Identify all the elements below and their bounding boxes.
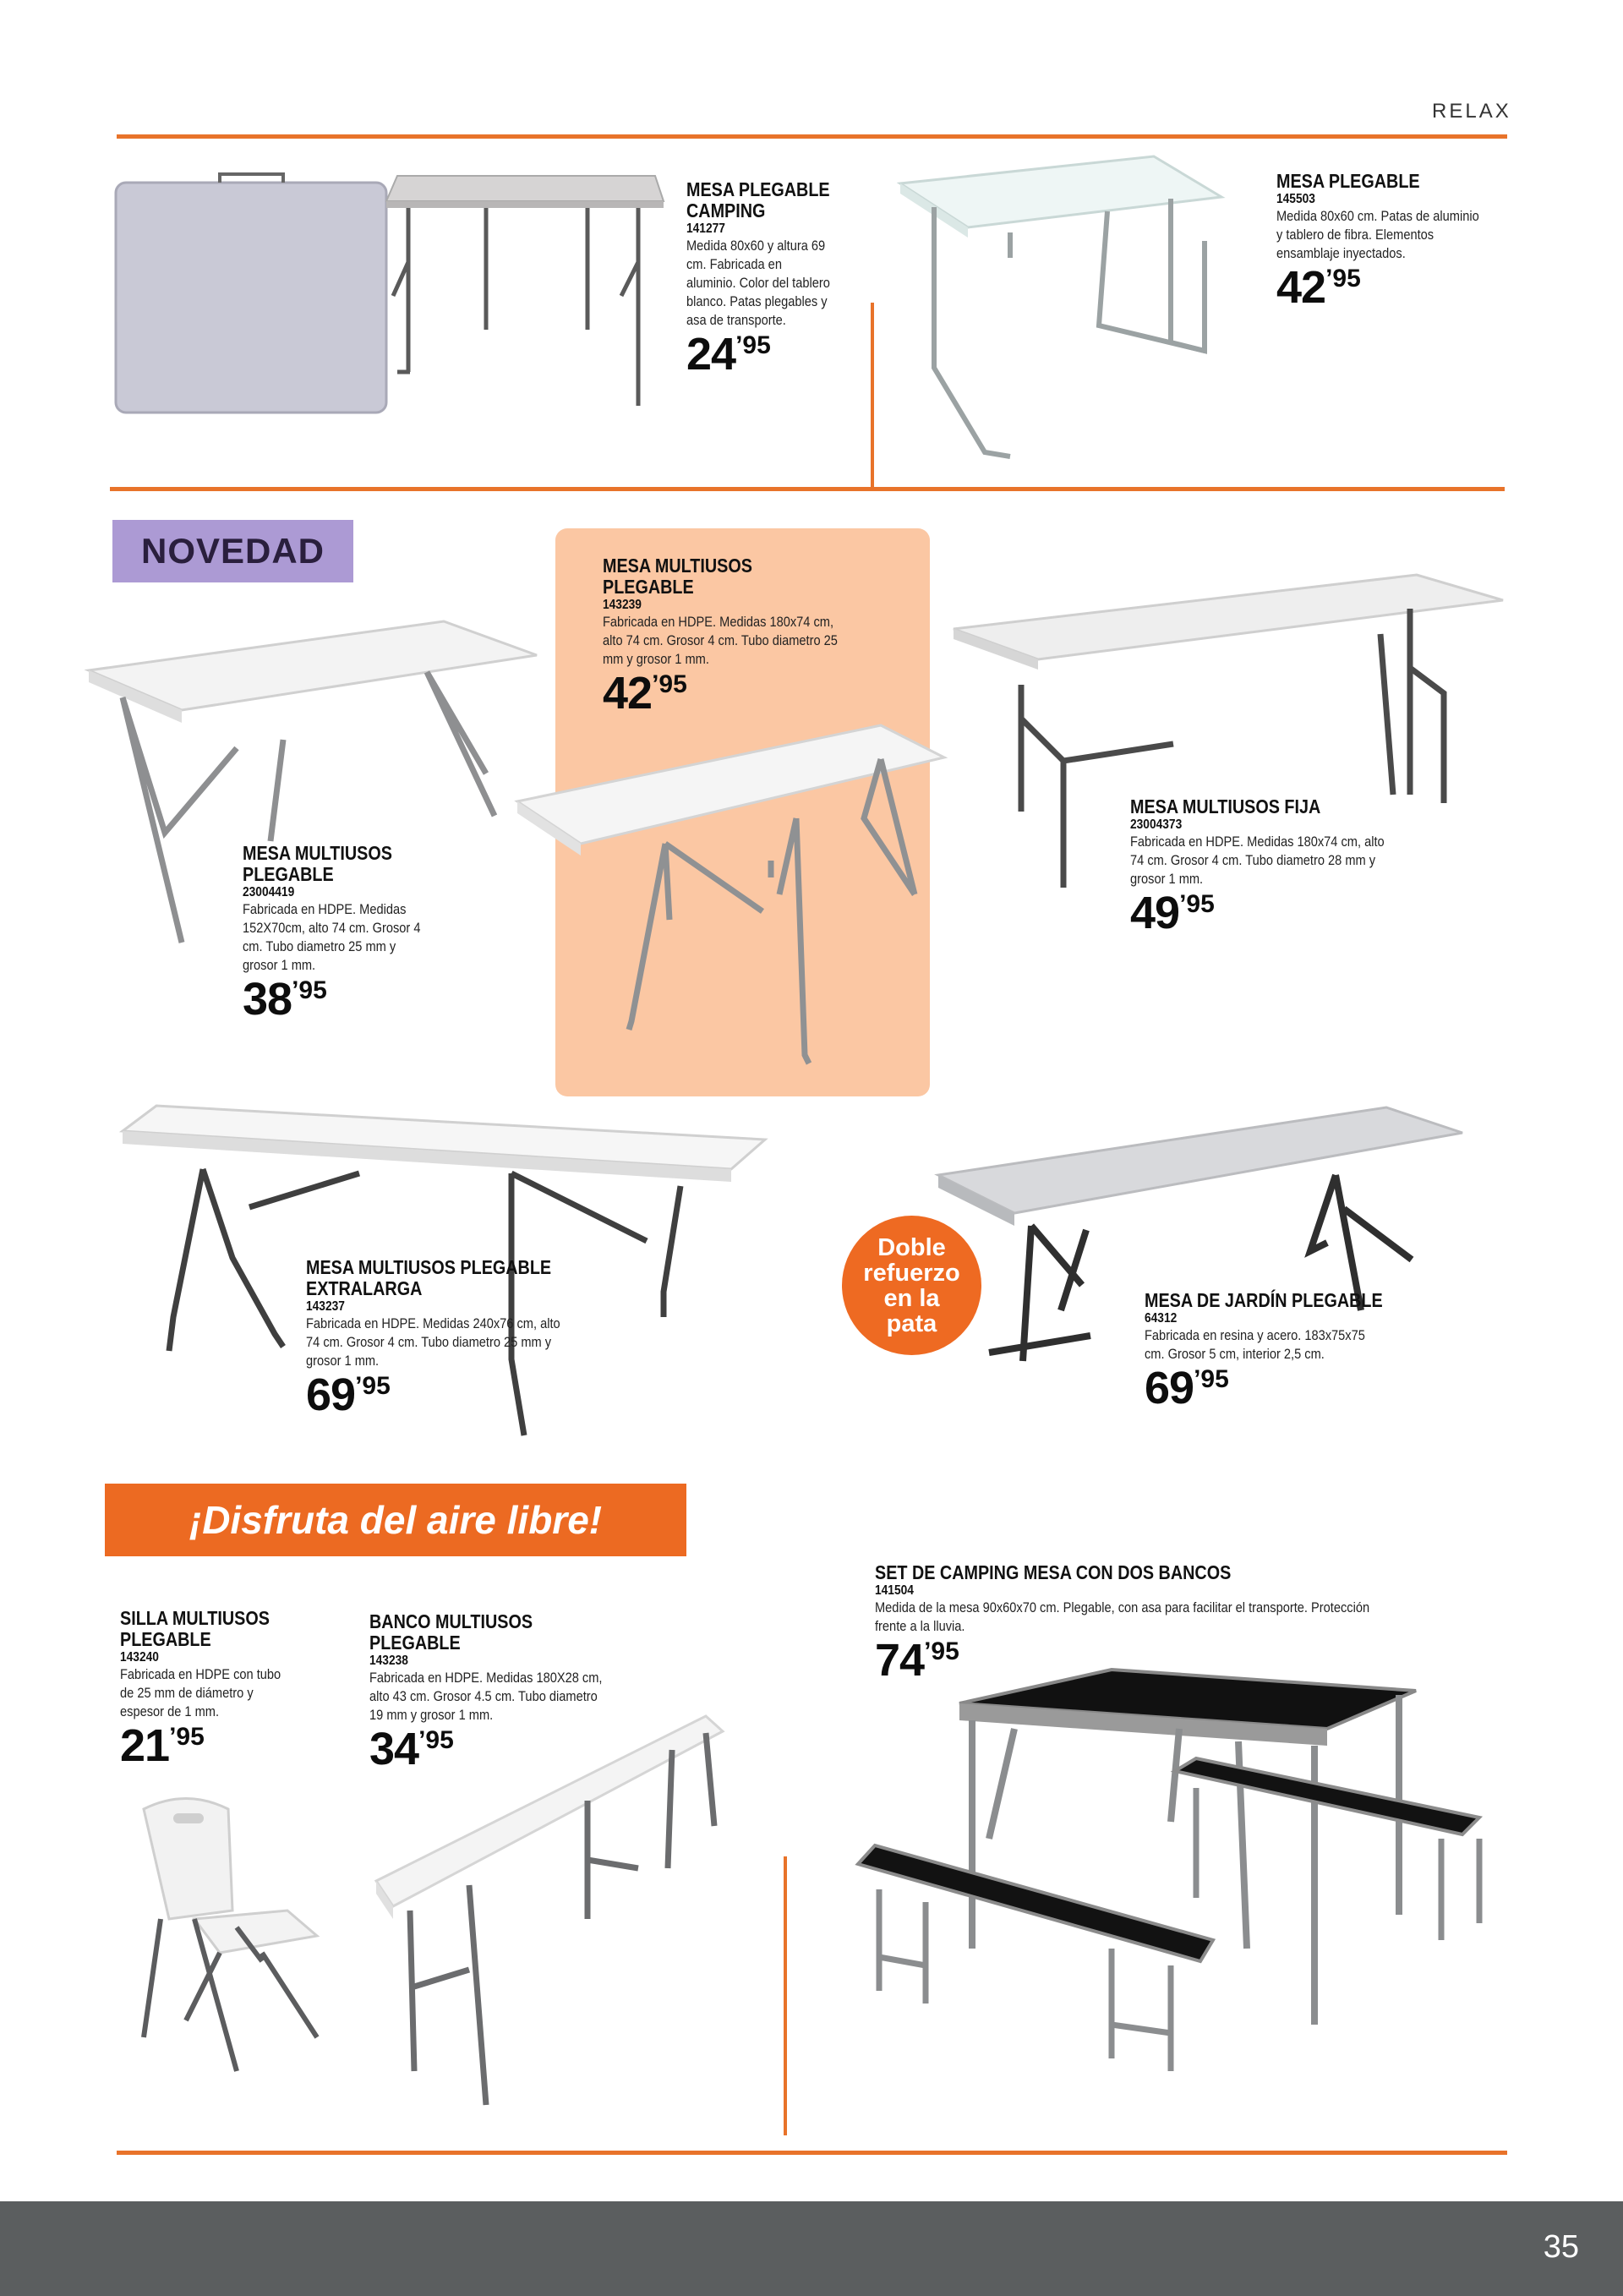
price-integer: 24 — [686, 329, 736, 380]
product-description: Fabricada en HDPE. Medidas 240x76 cm, alto 74 cm. Grosor 4 cm. Tubo diametro 25 mm y grosor 1 mm. — [306, 1315, 560, 1369]
product-silla-multiusos-plegable — [120, 1607, 314, 1771]
bottom-divider — [117, 2151, 1507, 2155]
price-cents: ’95 — [1194, 1365, 1229, 1393]
footer-bar — [0, 2201, 1623, 2296]
product-code: 143239 — [603, 598, 642, 612]
product-mesa-plegable-camping — [686, 178, 864, 380]
product-price — [1276, 262, 1530, 313]
price-cents: ’95 — [418, 1726, 454, 1754]
price-integer: 34 — [369, 1724, 419, 1774]
price-integer: 42 — [1276, 262, 1326, 313]
product-name: SILLA MULTIUSOS PLEGABLE — [120, 1607, 270, 1650]
price-integer: 74 — [875, 1635, 925, 1686]
price-cents: ’95 — [924, 1637, 959, 1665]
product-price — [120, 1720, 314, 1771]
mesa-multiusos-plegable-destacada-image — [517, 725, 957, 1072]
product-price — [603, 668, 882, 719]
price-integer: 21 — [120, 1720, 170, 1771]
product-description: Fabricada en HDPE. Medidas 180X28 cm, alto 43 cm. Grosor 4.5 cm. Tubo diametro 19 mm y grosor 1 mm. — [369, 1670, 603, 1723]
outdoor-banner: ¡Disfruta del aire libre! — [105, 1484, 686, 1556]
price-integer: 49 — [1130, 888, 1180, 938]
section-label: RELAX — [1432, 100, 1511, 123]
row1-vertical-divider — [871, 303, 874, 490]
set-camping-image — [858, 1670, 1488, 2126]
product-name: MESA MULTIUSOS PLEGABLE — [243, 842, 392, 885]
price-integer: 69 — [306, 1369, 356, 1420]
product-name: SET DE CAMPING MESA CON DOS BANCOS — [875, 1561, 1232, 1583]
price-cents: ’95 — [652, 670, 687, 698]
price-cents: ’95 — [735, 331, 771, 359]
product-mesa-multiusos-plegable-destacada — [603, 555, 882, 719]
price-cents: ’95 — [169, 1723, 205, 1751]
product-description: Fabricada en HDPE con tubo de 25 mm de diámetro y espesor de 1 mm. — [120, 1666, 281, 1719]
product-name: MESA MULTIUSOS FIJA — [1130, 795, 1321, 817]
mesa-plegable-camping-image — [114, 169, 664, 423]
product-name: BANCO MULTIUSOS PLEGABLE — [369, 1610, 533, 1654]
price-integer: 38 — [243, 974, 292, 1025]
product-description: Fabricada en HDPE. Medidas 180x74 cm, alto 74 cm. Grosor 4 cm. Tubo diametro 28 mm y grosor 1 mm. — [1130, 834, 1385, 887]
product-price — [1145, 1365, 1424, 1411]
row4-vertical-divider — [784, 1856, 787, 2135]
product-description: Medida 80x60 y altura 69 cm. Fabricada en aluminio. Color del tablero blanco. Patas plegables y asa de transporte. — [686, 238, 830, 328]
page-number: 35 — [1543, 2229, 1579, 2265]
product-name: MESA DE JARDÍN PLEGABLE — [1145, 1289, 1383, 1311]
product-description: Fabricada en resina y acero. 183x75x75 cm. Grosor 5 cm, interior 2,5 cm. — [1145, 1327, 1365, 1362]
product-name: MESA MULTIUSOS PLEGABLE — [603, 555, 752, 598]
product-mesa-jardin-plegable — [1145, 1290, 1424, 1411]
product-code: 23004419 — [243, 885, 295, 899]
price-cents: ’95 — [355, 1372, 391, 1400]
product-mesa-multiusos-extralarga — [306, 1257, 644, 1418]
product-code: 143238 — [369, 1654, 408, 1668]
product-code: 23004373 — [1130, 817, 1183, 832]
product-code: 141504 — [875, 1583, 914, 1598]
product-description: Medida de la mesa 90x60x70 cm. Plegable, con asa para facilitar el transporte. Protección frente a la lluvia. — [875, 1599, 1370, 1634]
badge-text: Doble refuerzo en la pata — [863, 1233, 960, 1337]
price-cents: ’95 — [1179, 890, 1215, 918]
price-cents: ’95 — [292, 976, 327, 1004]
top-divider — [117, 134, 1507, 139]
banco-multiusos-plegable-image — [376, 1716, 731, 2113]
product-mesa-multiusos-fija — [1130, 796, 1434, 936]
product-code: 143240 — [120, 1650, 159, 1665]
product-description: Medida 80x60 cm. Patas de aluminio y tablero de fibra. Elementos ensamblaje inyectados. — [1276, 208, 1479, 261]
price-integer: 69 — [1145, 1363, 1194, 1413]
product-code: 64312 — [1145, 1311, 1178, 1326]
product-price — [243, 974, 462, 1025]
price-integer: 42 — [603, 668, 653, 719]
product-mesa-plegable — [1276, 170, 1530, 313]
product-price — [1130, 890, 1434, 936]
product-name: MESA PLEGABLE — [1276, 170, 1420, 192]
silla-multiusos-plegable-image — [135, 1792, 321, 2088]
mesa-plegable-image — [900, 156, 1238, 461]
row1-divider — [110, 487, 1505, 491]
product-price — [686, 329, 864, 380]
product-mesa-multiusos-plegable — [243, 842, 462, 1025]
product-description: Fabricada en HDPE. Medidas 180x74 cm, alto 74 cm. Grosor 4 cm. Tubo diametro 25 mm y grosor 1 mm. — [603, 614, 838, 667]
novedad-label: NOVEDAD — [112, 520, 353, 582]
price-cents: ’95 — [1325, 265, 1361, 292]
product-set-camping — [875, 1561, 1467, 1686]
product-code: 145503 — [1276, 192, 1315, 206]
product-code: 141277 — [686, 221, 725, 236]
product-name: MESA PLEGABLE CAMPING — [686, 178, 830, 221]
product-price — [306, 1369, 644, 1420]
product-name: MESA MULTIUSOS PLEGABLE EXTRALARGA — [306, 1256, 552, 1299]
product-description: Fabricada en HDPE. Medidas 152X70cm, alto 74 cm. Grosor 4 cm. Tubo diametro 25 mm y grosor 1 mm. — [243, 901, 421, 973]
product-code: 143237 — [306, 1299, 345, 1314]
